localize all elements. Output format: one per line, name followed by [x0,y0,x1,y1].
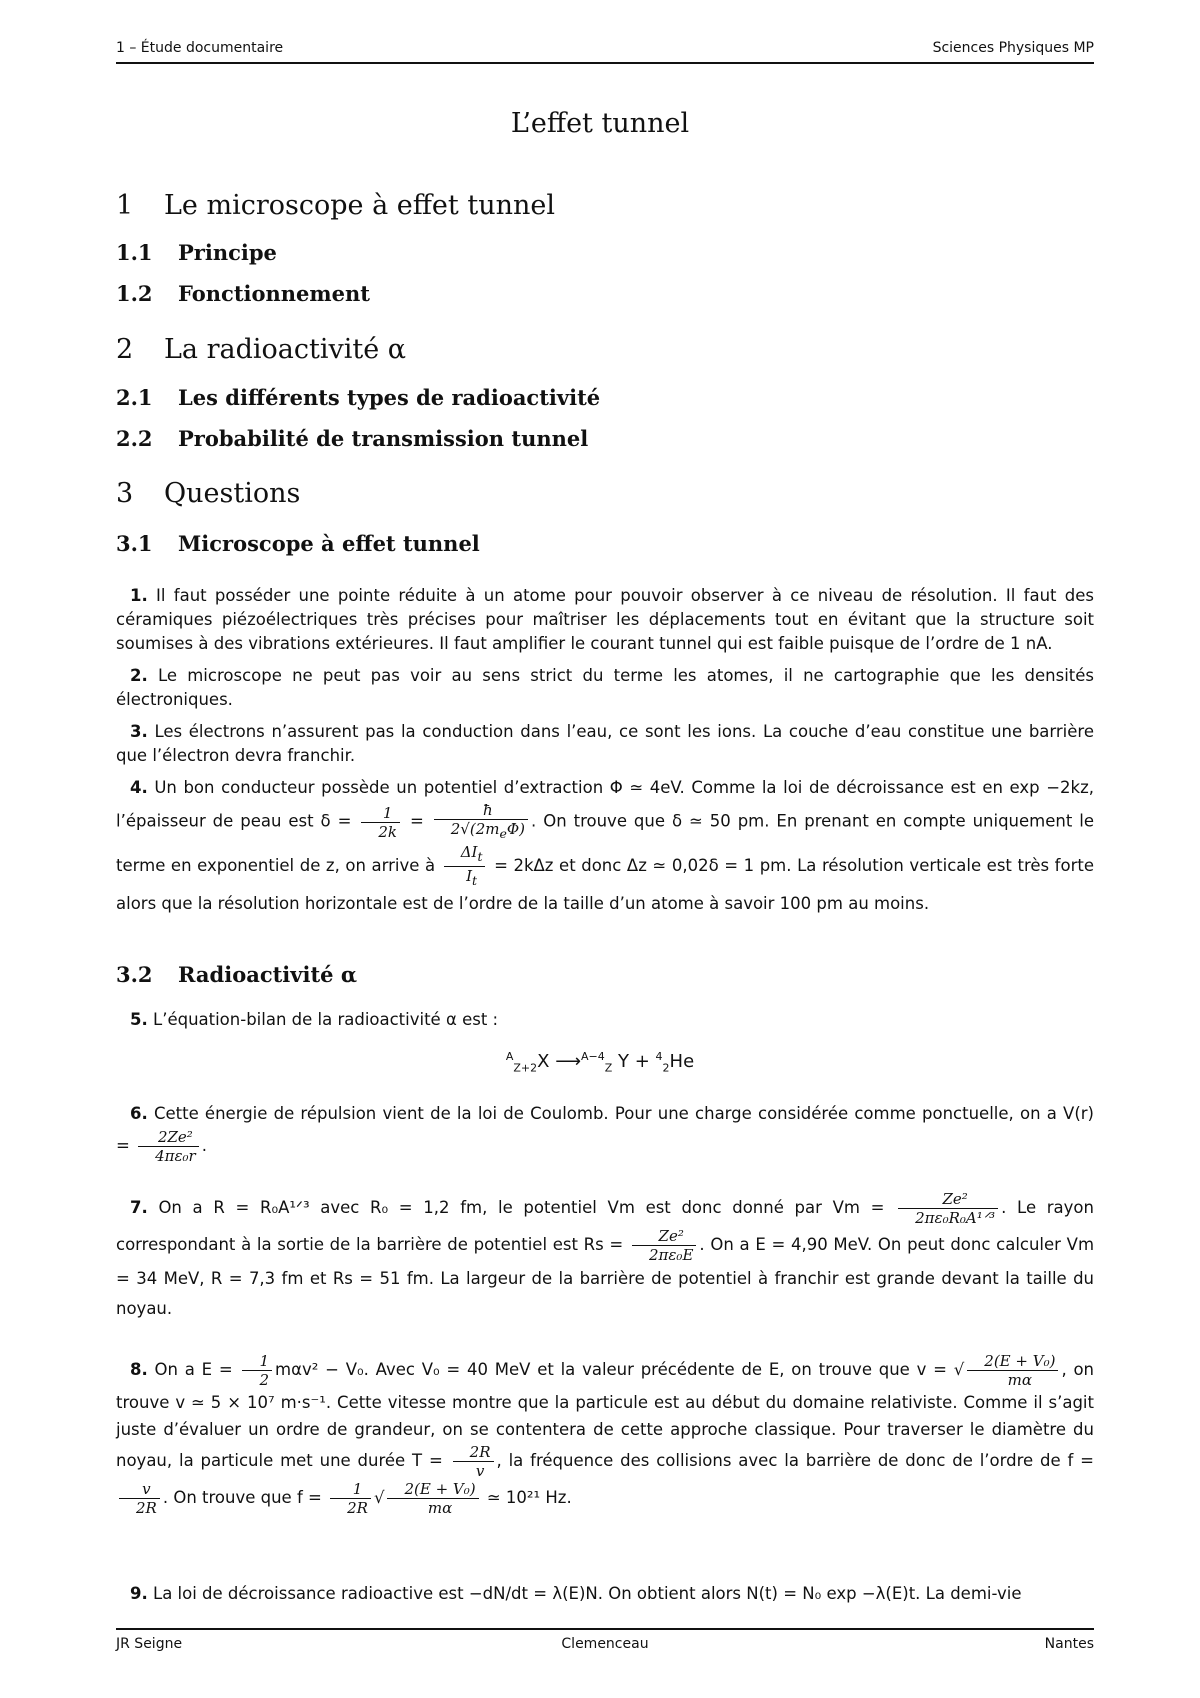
header-left: 1 – Étude documentaire [116,40,284,56]
section-3-heading: 3 Questions [116,478,301,509]
page-footer [116,1636,1094,1658]
footer-rule [116,1628,1094,1630]
answer-6: 6. Cette énergie de répulsion vient de la loi de Coulomb. Pour une charge considérée comme ponctuelle, on a V(r) = $\frac{\text{2Ze²}}{\text{4πε₀r}}$ . [116,1104,1094,1165]
subsection-3-1: 3.1 Microscope à effet tunnel [116,531,480,556]
document-title: L’effet tunnel [510,108,690,139]
fraction-half: $\frac{1}{2}$ [242,1352,272,1389]
answer-8: 8. On a E = $\frac{1}{2}$ mαv² − V₀. Avec V₀ = 40 MeV et la valeur précédente de E, on trouve que v = √ $\frac{\text{2(E + V₀)}}{m\alpha}$ , on trouve v ≃ 5 × 10⁷ m·s⁻¹. Cette vitesse montre que la particule est au début du domaine relativiste. Comme il s’agit juste d’évaluer un ordre de grandeur, on se contentera de cette approche classique. Pour traverser le diamètre du noyau, la particule met une durée T = $\frac{2R}{v}$ , la fréquence des collisions avec la barrière de donc de l’ordre de f = $\frac{v}{2R}$ . On trouve que f = $\frac{1}{2R}$ √ $\frac{\text{2(E + V₀)}}{m\alpha}$ ≃ 10²¹ Hz. [116,1352,1095,1517]
subsection-1-1: 1.1 Principe [116,240,277,265]
fraction-frequency-2: $\frac{1}{2R}$ [330,1480,371,1517]
alpha-decay-equation: $^A_{Z+2}$X ⟶$^{A-4}_Z$ Y + $^4_2$He [505,1050,695,1075]
fraction-vm: $\frac{\text{Ze²}}{\text{2πε₀R₀A¹ᐟ³}}$ [898,1190,998,1227]
subsection-3-2: 3.2 Radioactivité α [116,962,357,987]
fraction-rs: $\frac{\text{Ze²}}{\text{2πε₀E}}$ [632,1227,696,1264]
fraction-delta: $\frac{1}{2k}$ [361,804,400,841]
answer-3: 3. Les électrons n’assurent pas la conduction dans l’eau, ce sont les ions. La couche d’eau constitue une barrière que l’électron devra franchir. [116,722,1094,765]
answer-7: 7. On a R = R₀A¹ᐟ³ avec R₀ = 1,2 fm, le potentiel Vm est donc donné par Vm = $\frac{\text{Ze²}}{\text{2πε₀R₀A¹ᐟ³}}$ . Le rayon correspondant à la sortie de la barrière de potentiel est Rs = $\frac{\text{Ze²}}{\text{2πε₀E}}$ . On a E = 4,90 MeV. On peut donc calculer Vm = 34 MeV, R = 7,3 fm et Rs = 51 fm. La largeur de la barrière de potentiel à franchir est grande devant la taille du noyau. [116,1190,1095,1318]
fraction-velocity: $\frac{\text{2(E + V₀)}}{m\alpha}$ [967,1352,1058,1389]
answer-1: 1. Il faut posséder une pointe réduite à un atome pour pouvoir observer à ce niveau de résolution. Il faut des céramiques piézoélectriques très précises pour maîtriser les déplacements tout en évitant que la structure soit soumises à des vibrations extérieures. Il faut amplifier le courant tunnel qui est faible puisque de l’ordre de 1 nA. [116,586,1095,653]
footer-center: Clemenceau [561,1636,649,1652]
fraction-velocity-2: $\frac{\text{2(E + V₀)}}{m\alpha}$ [387,1480,478,1517]
fraction-delta-i: $\frac{\Delta I_t}{I_t}$ [444,843,486,890]
subsection-1-2: 1.2 Fonctionnement [116,281,370,306]
subsection-2-1: 2.1 Les différents types de radioactivité [116,385,601,410]
header-rule [116,62,1094,64]
footer-left: JR Seigne [116,1636,183,1652]
subsection-2-2: 2.2 Probabilité de transmission tunnel [116,426,589,451]
section-2-heading: 2 La radioactivité α [116,334,407,365]
fraction-period: $\frac{2R}{v}$ [453,1443,494,1480]
answer-4: 4. Un bon conducteur possède un potentiel d’extraction Φ ≃ 4eV. Comme la loi de décroissance est en exp −2kz, l’épaisseur de peau est δ = $\frac{1}{2k}$ = $\frac{ħ}{2√(2m_e\Phi)}$ . On trouve que δ ≃ 50 pm. En prenant en compte uniquement le terme en exponentiel de z, on arrive à $\frac{\Delta I_t}{I_t}$ = 2kΔz et donc Δz ≃ 0,02δ = 1 pm. La résolution verticale est très forte alors que la résolution horizontale est de l’ordre de la taille d’un atome à savoir 100 pm au moins. [116,778,1095,913]
answer-2: 2. Le microscope ne peut pas voir au sens strict du terme les atomes, il ne cartographie que les densités électroniques. [116,666,1094,709]
fraction-hbar: $\frac{ħ}{2√(2m_e\Phi)}$ [434,801,528,843]
footer-right: Nantes [1044,1636,1094,1652]
fraction-frequency: $\frac{v}{2R}$ [119,1480,160,1517]
answer-5: 5. L’équation-bilan de la radioactivité α est : [130,1010,499,1029]
fraction-coulomb: $\frac{\text{2Ze²}}{\text{4πε₀r}}$ [138,1128,199,1165]
page-header [116,40,1094,62]
answer-9: 9. La loi de décroissance radioactive est −dN/dt = λ(E)N. On obtient alors N(t) = N₀ exp −λ(E)t. La demi-vie [130,1584,1022,1603]
section-1-heading: 1 Le microscope à effet tunnel [116,190,555,221]
header-right: Sciences Physiques MP [932,40,1094,56]
